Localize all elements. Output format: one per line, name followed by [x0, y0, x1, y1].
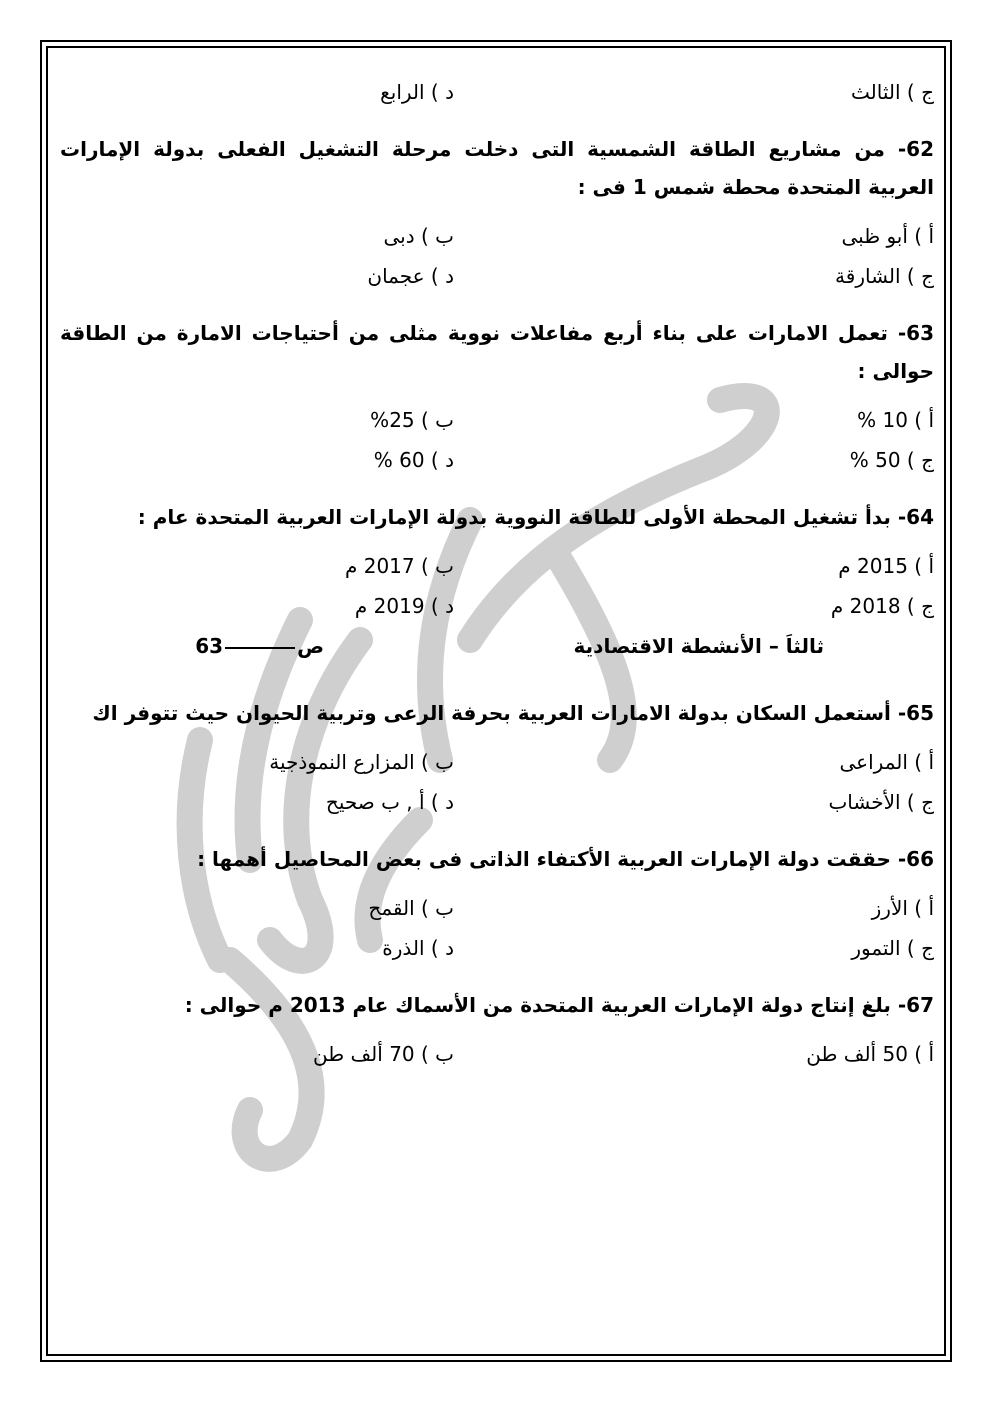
option-second: د ) عجمان	[367, 264, 454, 288]
answer-options-row	[60, 1042, 934, 1082]
exam-page-content	[60, 80, 934, 1082]
option-first: أ ) الأرز	[871, 896, 934, 920]
option-second: ب ) القمح	[368, 896, 454, 920]
option-first: أ ) 10 %	[857, 408, 934, 432]
answer-options-row	[60, 408, 934, 448]
question-text: 63- تعمل الامارات على بناء أربع مفاعلات نووية مثلى من أحتياجات الامارة من الطاقة حوالى :	[60, 321, 934, 383]
answer-options-row	[60, 896, 934, 936]
answer-options-row	[60, 936, 934, 976]
option-first: ج ) الشارقة	[835, 264, 934, 288]
question-text: 64- بدأ تشغيل المحطة الأولى للطاقة النووية بدولة الإمارات العربية المتحدة عام :	[137, 505, 934, 529]
option-second: ب ) دبى	[383, 224, 454, 248]
answer-options-row	[60, 264, 934, 304]
option-first: ج ) الأخشاب	[828, 790, 934, 814]
section-heading	[60, 634, 934, 684]
option-second: د ) 60 %	[373, 448, 454, 472]
answer-options-row	[60, 448, 934, 488]
answer-options-row	[60, 554, 934, 594]
answer-options-row	[60, 750, 934, 790]
question-text: 65- أستعمل السكان بدولة الامارات العربية بحرفة الرعى وتربية الحيوان حيث تتوفر اك	[92, 701, 934, 725]
answer-options-row	[60, 594, 934, 634]
section-title: ثالثاَ – الأنشطة الاقتصادية	[573, 634, 824, 658]
option-first: ج ) 2018 م	[830, 594, 934, 618]
option-first: ج ) الثالث	[851, 80, 934, 104]
option-second: د ) الذرة	[382, 936, 454, 960]
page-reference-line	[225, 647, 295, 649]
option-second: ب ) المزارع النموذجية	[269, 750, 454, 774]
option-first: أ ) المراعى	[839, 750, 934, 774]
option-second: د ) 2019 م	[354, 594, 454, 618]
option-first: ج ) التمور	[851, 936, 934, 960]
question-text: 66- حققت دولة الإمارات العربية الأكتفاء الذاتى فى بعض المحاصيل أهمها :	[197, 847, 934, 871]
option-first: أ ) أبو ظبى	[841, 224, 934, 248]
page-reference	[195, 634, 324, 658]
option-first: ج ) 50 %	[849, 448, 934, 472]
answer-options-row	[60, 790, 934, 830]
option-second: د ) الرابع	[380, 80, 454, 104]
option-first: أ ) 2015 م	[838, 554, 934, 578]
question-text: 67- بلغ إنتاج دولة الإمارات العربية المتحدة من الأسماك عام 2013 م حوالى :	[184, 993, 934, 1017]
option-first: أ ) 50 ألف طن	[806, 1042, 934, 1066]
page-prefix: ص	[297, 634, 324, 658]
answer-options-row	[60, 80, 934, 120]
option-second: ب ) 2017 م	[344, 554, 454, 578]
option-second: ب ) 25%	[370, 408, 454, 432]
option-second: د ) أ , ب صحيح	[325, 790, 454, 814]
question-text: 62- من مشاريع الطاقة الشمسية التى دخلت مرحلة التشغيل الفعلى بدولة الإمارات العربية المتحدة محطة شمس 1 فى :	[60, 137, 934, 199]
answer-options-row	[60, 224, 934, 264]
option-second: ب ) 70 ألف طن	[312, 1042, 454, 1066]
page-number: 63	[195, 634, 224, 658]
